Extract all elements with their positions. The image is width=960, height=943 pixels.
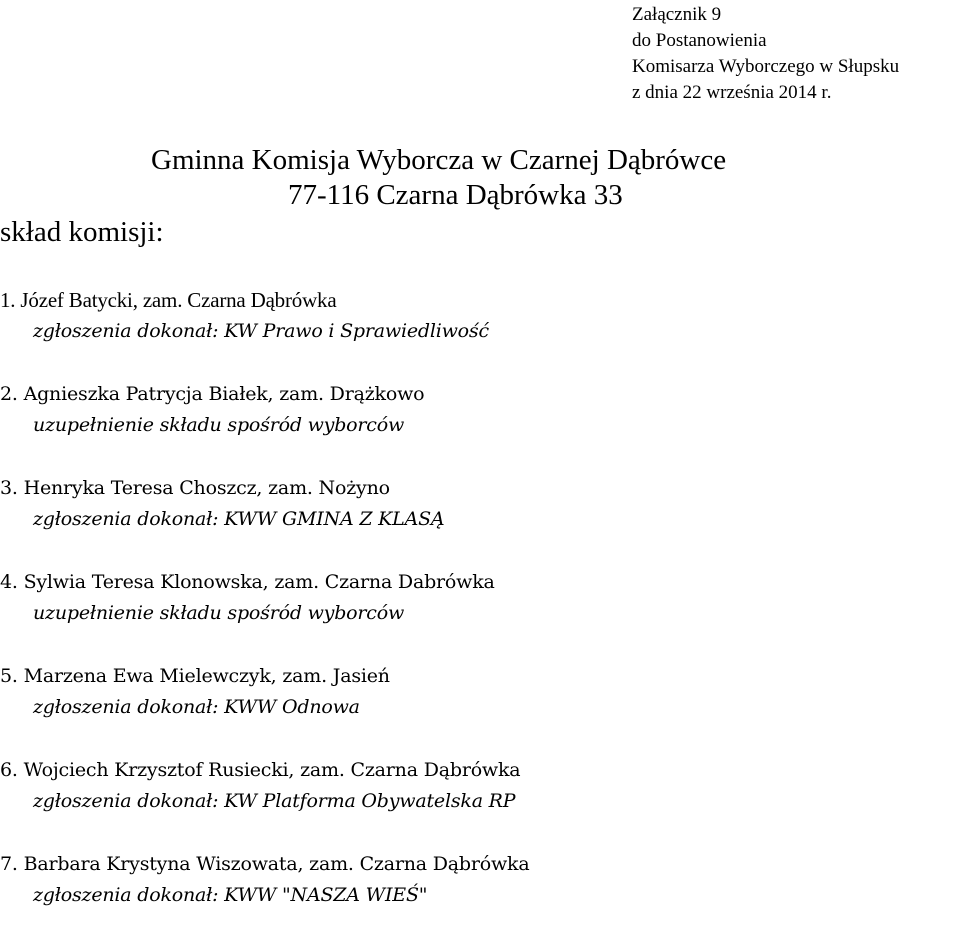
member-number: 4. <box>0 571 18 593</box>
list-item <box>0 755 960 849</box>
member-number: 2. <box>0 383 18 405</box>
member-list <box>0 285 960 943</box>
member-nomination: uzupełnienie składu spośród wyborców <box>33 414 405 436</box>
list-item <box>0 379 960 473</box>
member-residence: zam. Czarna Dąbrówka <box>142 288 337 312</box>
member-line <box>0 755 520 785</box>
member-residence: zam. Drążkowo <box>279 383 425 405</box>
list-item <box>0 849 960 943</box>
list-item <box>0 285 960 379</box>
member-name: Józef Batycki, <box>20 288 138 312</box>
member-number: 3. <box>0 477 18 499</box>
member-nomination: zgłoszenia dokonał: KW Prawo i Sprawiedliwość <box>33 320 489 342</box>
member-name: Barbara Krystyna Wiszowata, <box>23 853 304 875</box>
member-residence: zam. Jasień <box>282 665 390 687</box>
member-line <box>0 567 495 597</box>
member-number: 6. <box>0 759 18 781</box>
annex-issuer: Komisarza Wyborczego w Słupsku <box>632 56 900 77</box>
member-line <box>0 849 530 879</box>
member-nomination: zgłoszenia dokonał: KWW "NASZA WIEŚ" <box>33 884 428 906</box>
member-line <box>0 661 390 691</box>
member-name: Marzena Ewa Mielewczyk, <box>23 665 277 687</box>
member-nomination: uzupełnienie składu spośród wyborców <box>33 602 405 624</box>
member-nomination: zgłoszenia dokonał: KW Platforma Obywatelska RP <box>33 790 516 812</box>
member-residence: zam. Czarna Dabrówka <box>274 571 495 593</box>
member-number: 7. <box>0 853 18 875</box>
member-line <box>0 379 424 409</box>
member-residence: zam. Czarna Dąbrówka <box>309 853 530 875</box>
annex-block <box>632 2 899 106</box>
commission-address: 77-116 Czarna Dąbrówka 33 <box>288 179 623 211</box>
member-number: 5. <box>0 665 18 687</box>
annex-reference: do Postanowienia <box>632 30 767 51</box>
member-name: Wojciech Krzysztof Rusiecki, <box>23 759 295 781</box>
member-nomination: zgłoszenia dokonał: KWW Odnowa <box>33 696 360 718</box>
member-nomination: zgłoszenia dokonał: KWW GMINA Z KLASĄ <box>33 508 445 530</box>
member-line <box>0 473 390 503</box>
annex-number: Załącznik 9 <box>632 4 722 25</box>
composition-label: skład komisji: <box>0 216 164 248</box>
commission-name: Gminna Komisja Wyborcza w Czarnej Dąbrówce <box>151 144 727 176</box>
list-item <box>0 567 960 661</box>
list-item <box>0 661 960 755</box>
member-line <box>0 285 336 315</box>
member-number: 1. <box>0 288 16 312</box>
member-residence: zam. Nożyno <box>268 477 390 499</box>
annex-date: z dnia 22 września 2014 r. <box>632 82 832 103</box>
member-name: Henryka Teresa Choszcz, <box>23 477 263 499</box>
member-name: Sylwia Teresa Klonowska, <box>23 571 269 593</box>
member-residence: zam. Czarna Dąbrówka <box>300 759 521 781</box>
list-item <box>0 473 960 567</box>
member-name: Agnieszka Patrycja Białek, <box>23 383 274 405</box>
